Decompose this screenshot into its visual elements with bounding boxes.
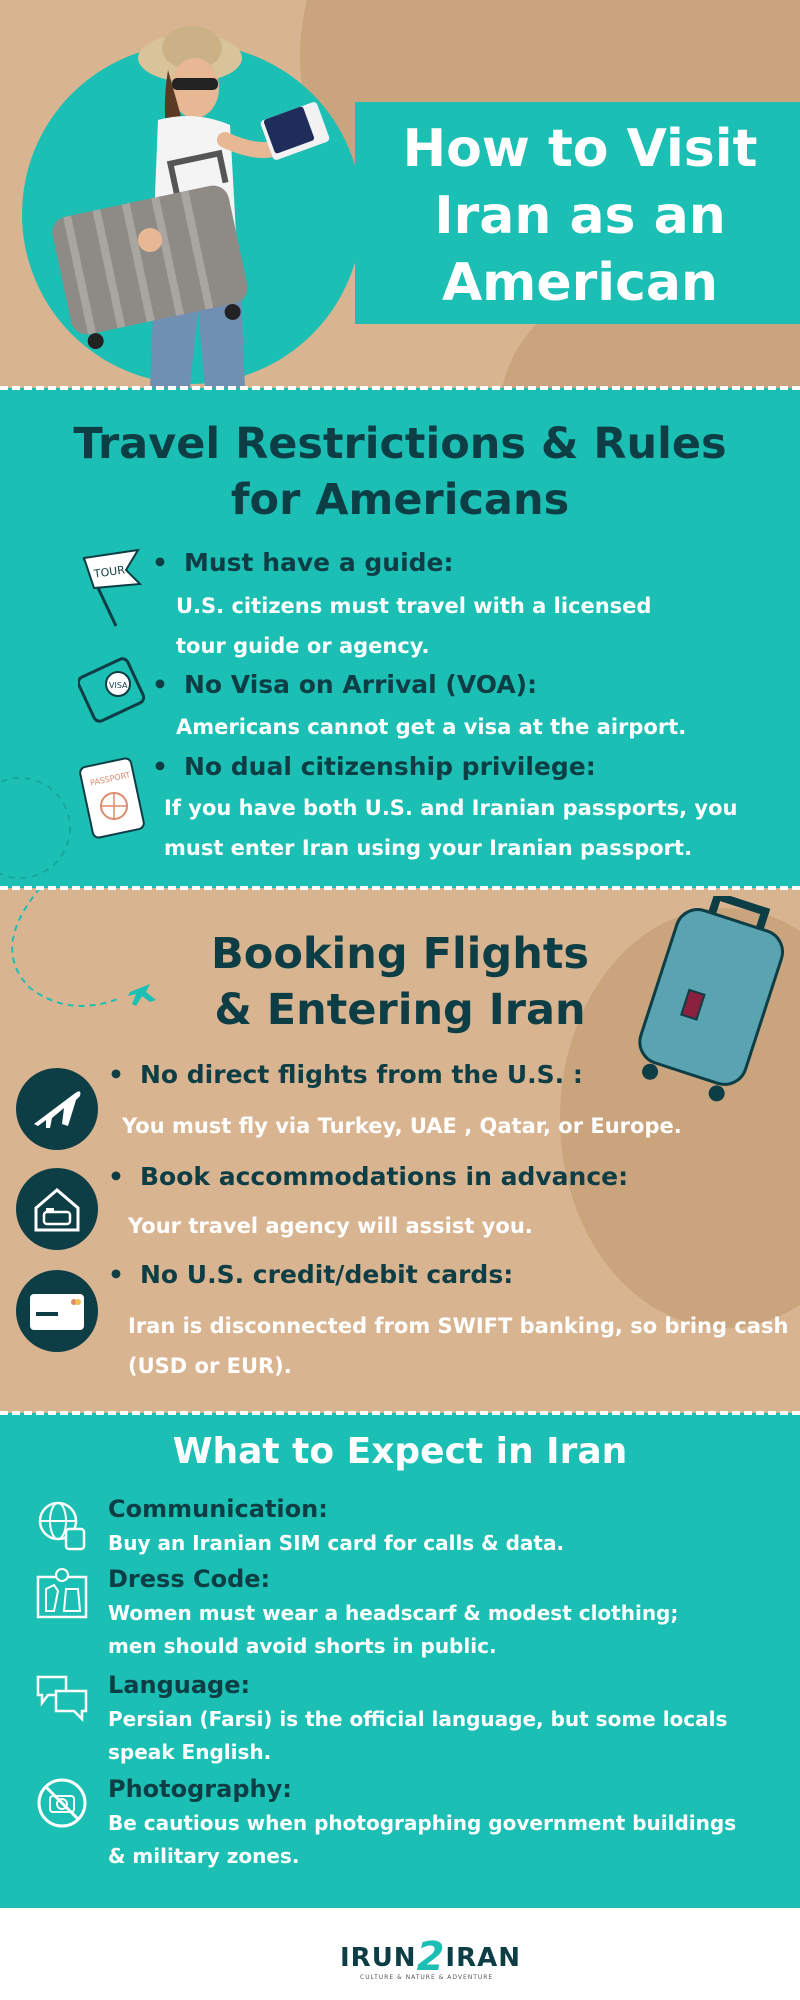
tour-flag-text: TOUR xyxy=(93,563,126,581)
dress-code-icon xyxy=(36,1567,88,1619)
passport-icon xyxy=(78,756,152,846)
plane-icon-circle xyxy=(16,1068,98,1150)
rule-title-visa: • No Visa on Arrival (VOA): xyxy=(152,670,537,699)
expect-title-language: Language: xyxy=(108,1671,251,1699)
speech-bubbles-icon xyxy=(36,1673,88,1725)
dashed-divider xyxy=(0,1411,800,1415)
flight-text-direct: You must fly via Turkey, UAE , Qatar, or Europe. xyxy=(122,1114,682,1138)
rules-heading-line-2: for Americans xyxy=(230,475,570,525)
rule-text-guide-line-1: U.S. citizens must travel with a licensed xyxy=(176,594,652,618)
rule-title-dual-citizenship: • No dual citizenship privilege: xyxy=(152,752,596,781)
rule-text-dual-line-2: must enter Iran using your Iranian passport. xyxy=(164,836,693,860)
expect-heading: What to Expect in Iran xyxy=(172,1431,628,1472)
tour-flag-icon xyxy=(76,548,146,628)
visa-stamp-text: VISA xyxy=(109,681,128,690)
flights-heading-line-2: & Entering Iran xyxy=(214,985,586,1035)
credit-card-icon xyxy=(16,1270,98,1352)
rule-text-dual-citizenship xyxy=(164,788,738,868)
logo-text-mid: 2 xyxy=(416,1934,446,1980)
flight-text-cards-line-1: Iran is disconnected from SWIFT banking, so bring cash xyxy=(128,1314,789,1338)
title-line-2: Iran as an xyxy=(434,186,726,246)
expect-text-language-line-1: Persian (Farsi) is the official language, but some locals xyxy=(108,1707,728,1731)
title-line-3: American xyxy=(441,253,719,313)
expect-text-photography xyxy=(108,1807,788,1873)
rule-text-visa: Americans cannot get a visa at the airport. xyxy=(176,715,687,739)
rule-title-guide: • Must have a guide: xyxy=(152,548,454,577)
passport-icon-text: PASSPORT xyxy=(89,770,132,788)
title-line-1: How to Visit xyxy=(402,119,758,179)
page-title xyxy=(370,116,790,317)
expect-text-photo-line-2: & military zones. xyxy=(108,1844,300,1868)
no-camera-icon xyxy=(36,1777,88,1829)
dashed-divider xyxy=(0,386,800,390)
globe-sim-icon xyxy=(36,1499,88,1551)
expect-text-dress-code xyxy=(108,1597,788,1663)
booking-flights-section xyxy=(0,888,800,1413)
brand-tagline: CULTURE & NATURE & ADVENTURE xyxy=(360,1974,494,1981)
flights-heading-line-1: Booking Flights xyxy=(211,929,589,979)
travel-rules-section xyxy=(0,388,800,888)
expect-title-dress-code: Dress Code: xyxy=(108,1565,271,1593)
logo-text-right: IRAN xyxy=(445,1943,521,1973)
hotel-icon-circle xyxy=(16,1168,98,1250)
expect-text-dress-line-1: Women must wear a headscarf & modest clothing; xyxy=(108,1601,679,1625)
hero-section xyxy=(0,0,800,388)
expect-text-language xyxy=(108,1703,788,1769)
visa-stamp-icon xyxy=(78,656,148,726)
expect-text-dress-line-2: men should avoid shorts in public. xyxy=(108,1634,497,1658)
expect-title-communication: Communication: xyxy=(108,1495,328,1523)
rules-heading xyxy=(0,416,800,528)
expect-text-language-line-2: speak English. xyxy=(108,1740,272,1764)
card-icon-circle xyxy=(16,1270,98,1352)
rule-text-dual-line-1: If you have both U.S. and Iranian passports, you xyxy=(164,796,738,820)
flight-text-cards xyxy=(128,1306,788,1386)
hotel-bed-icon xyxy=(16,1168,98,1250)
what-to-expect-section xyxy=(0,1413,800,1908)
flight-text-cards-line-2: (USD or EUR). xyxy=(128,1354,292,1378)
expect-title-photography: Photography: xyxy=(108,1775,292,1803)
rule-text-guide-line-2: tour guide or agency. xyxy=(176,634,430,658)
flight-text-accommodation: Your travel agency will assist you. xyxy=(128,1214,533,1238)
flight-title-accommodation: • Book accommodations in advance: xyxy=(108,1162,628,1191)
traveler-illustration xyxy=(40,10,340,388)
expect-text-photo-line-1: Be cautious when photographing government buildings xyxy=(108,1811,737,1835)
expect-text-communication: Buy an Iranian SIM card for calls & data. xyxy=(108,1531,565,1555)
dashed-divider xyxy=(0,886,800,890)
flight-title-cards: • No U.S. credit/debit cards: xyxy=(108,1260,513,1289)
footer xyxy=(0,1908,800,2000)
flights-heading xyxy=(0,926,800,1038)
logo-text-left: IRUN xyxy=(340,1943,417,1973)
rule-text-guide xyxy=(176,586,651,666)
flight-title-direct: • No direct flights from the U.S. : xyxy=(108,1060,583,1089)
rules-heading-line-1: Travel Restrictions & Rules xyxy=(73,419,727,469)
plane-icon xyxy=(16,1068,98,1150)
